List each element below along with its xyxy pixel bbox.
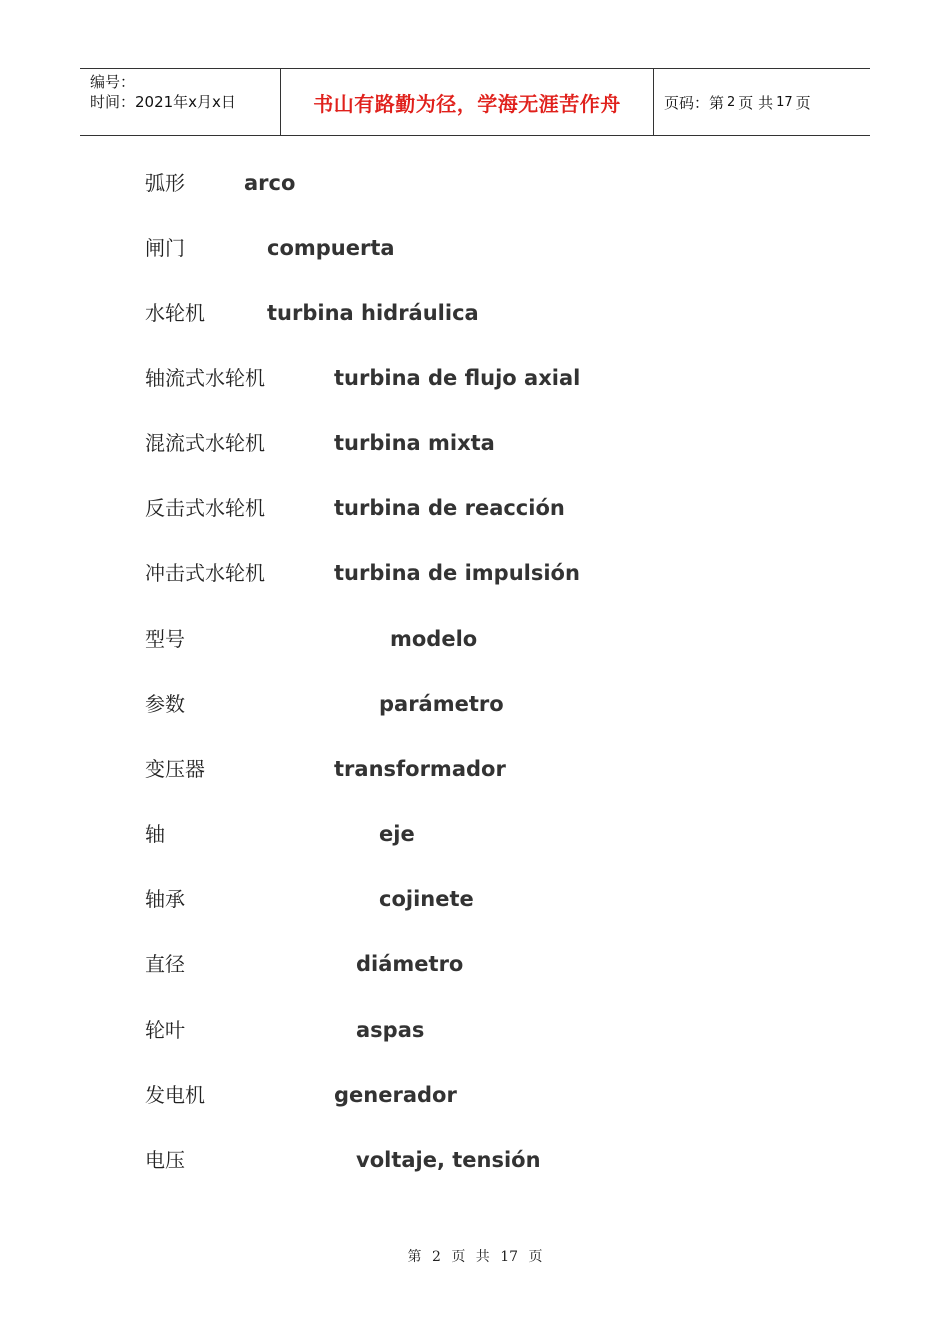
term-chinese: 混流式水轮机: [145, 431, 265, 455]
glossary-row: [0, 1145, 950, 1175]
term-chinese: 水轮机: [145, 301, 205, 325]
glossary-row: [0, 298, 950, 328]
glossary-row: [0, 624, 950, 654]
term-spanish: cojinete: [379, 887, 474, 911]
footer-ye-end: 页: [528, 1249, 543, 1265]
term-chinese: 参数: [145, 692, 185, 716]
term-chinese: 发电机: [145, 1083, 205, 1107]
glossary-row: [0, 1015, 950, 1045]
term-chinese: 反击式水轮机: [145, 496, 265, 520]
term-chinese: 电压: [145, 1148, 185, 1172]
term-chinese: 轴: [145, 822, 165, 846]
glossary-row: [0, 168, 950, 198]
term-spanish: parámetro: [379, 692, 504, 716]
glossary-row: [0, 949, 950, 979]
term-spanish: aspas: [356, 1018, 425, 1042]
term-chinese: 轴流式水轮机: [145, 366, 265, 390]
term-spanish: turbina de reacción: [334, 496, 565, 520]
glossary-row: [0, 754, 950, 784]
term-spanish: compuerta: [267, 236, 395, 260]
page-mid: 页 共: [738, 93, 774, 112]
page-prefix: 页码：第: [664, 93, 725, 112]
glossary-row: [0, 493, 950, 523]
header-motto: 书山有路勤为径，学海无涯苦作舟: [281, 69, 654, 135]
term-spanish: modelo: [390, 627, 478, 651]
glossary-row: [0, 1080, 950, 1110]
term-spanish: generador: [334, 1083, 457, 1107]
glossary-row: [0, 233, 950, 263]
term-chinese: 弧形: [145, 171, 185, 195]
doc-time-label: 时间：2021年x月x日: [90, 93, 236, 111]
term-chinese: 轮叶: [145, 1018, 185, 1042]
footer-current-page: 2: [431, 1249, 441, 1265]
term-chinese: 冲击式水轮机: [145, 561, 265, 585]
term-chinese: 轴承: [145, 887, 185, 911]
page-current: 2: [727, 94, 736, 110]
term-spanish: arco: [244, 171, 296, 195]
glossary-row: [0, 363, 950, 393]
term-spanish: turbina mixta: [334, 431, 495, 455]
page-footer: [0, 1246, 950, 1266]
glossary-row: [0, 689, 950, 719]
term-spanish: diámetro: [356, 952, 464, 976]
term-chinese: 直径: [145, 952, 185, 976]
term-spanish: turbina hidráulica: [267, 301, 479, 325]
term-chinese: 变压器: [145, 757, 205, 781]
footer-total-pages: 17: [500, 1249, 519, 1265]
glossary-row: [0, 428, 950, 458]
term-spanish: voltaje, tensión: [356, 1148, 541, 1172]
footer-ye: 页: [451, 1249, 466, 1265]
term-spanish: eje: [379, 822, 415, 846]
footer-di: 第: [407, 1249, 422, 1265]
page-suffix: 页: [795, 93, 811, 112]
doc-number-label: 编号：: [90, 73, 136, 91]
term-chinese: 型号: [145, 627, 185, 651]
term-spanish: turbina de impulsión: [334, 561, 580, 585]
glossary-row: [0, 558, 950, 588]
term-spanish: transformador: [334, 757, 506, 781]
term-chinese: 闸门: [145, 236, 185, 260]
footer-gong: 共: [475, 1249, 490, 1265]
term-spanish: turbina de flujo axial: [334, 366, 581, 390]
page-total: 17: [776, 94, 793, 110]
glossary-row: [0, 884, 950, 914]
glossary-row: [0, 819, 950, 849]
